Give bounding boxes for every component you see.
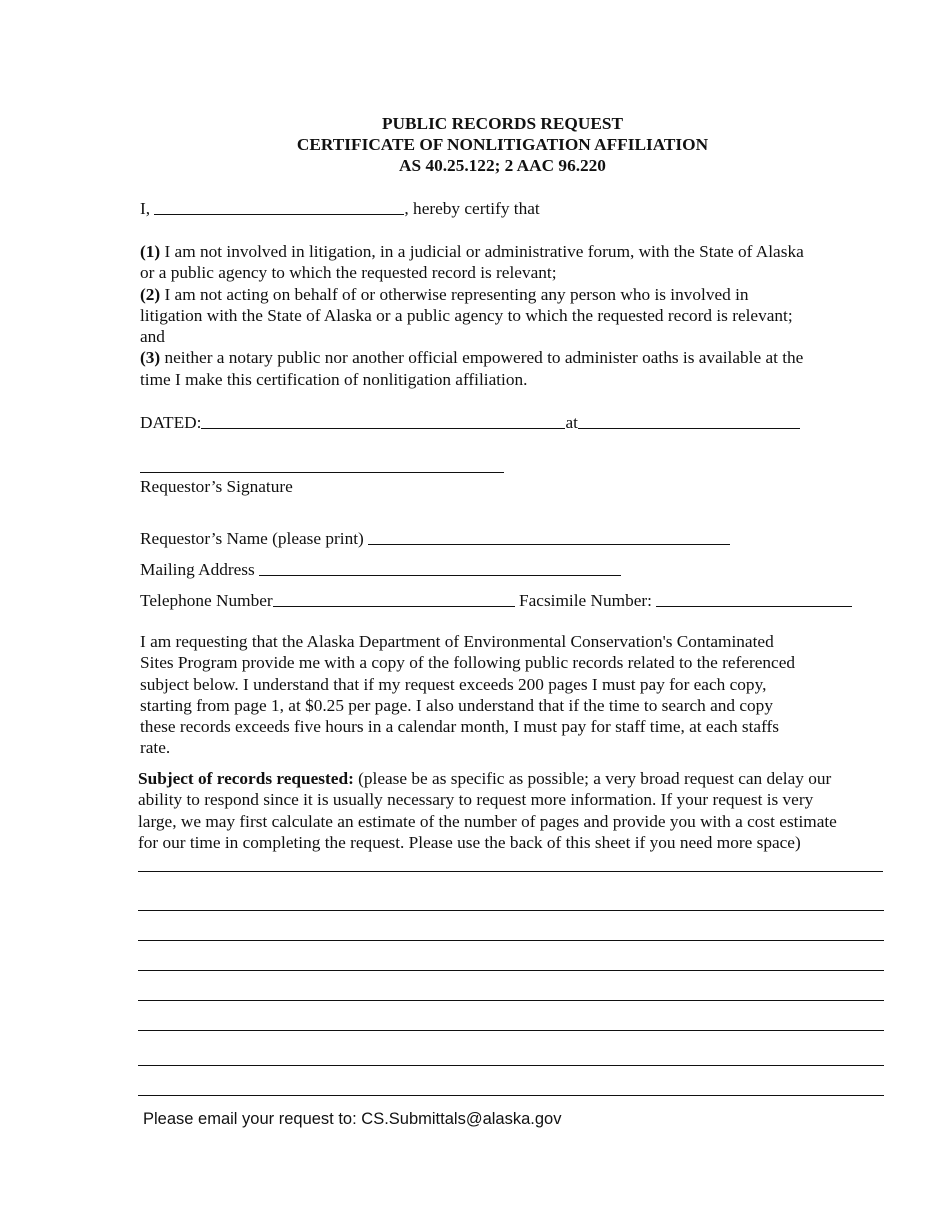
telephone-blank[interactable] bbox=[273, 591, 515, 607]
certify-line bbox=[140, 198, 540, 220]
name-label: Requestor’s Name (please print) bbox=[140, 529, 364, 548]
signature-label: Requestor’s Signature bbox=[140, 477, 293, 496]
subject-answer-line[interactable] bbox=[138, 1000, 884, 1001]
request-paragraph-line: these records exceeds five hours in a calendar month, I must pay for staff time, at each staffs bbox=[140, 717, 780, 736]
dated-at: at bbox=[565, 413, 578, 432]
clause-3-text: neither a notary public nor another official empowered to administer oaths is available at the bbox=[160, 348, 804, 367]
request-paragraph-line: subject below. I understand that if my request exceeds 200 pages I must pay for each copy, bbox=[140, 675, 767, 694]
subject-text: (please be as specific as possible; a very broad request can delay our bbox=[353, 769, 832, 788]
form-title: PUBLIC RECORDS REQUEST bbox=[381, 114, 624, 133]
certify-prefix: I, bbox=[140, 199, 151, 218]
subject-answer-line[interactable] bbox=[138, 1065, 884, 1066]
certify-suffix: , hereby certify that bbox=[404, 199, 540, 218]
request-paragraph-line: rate. bbox=[140, 738, 171, 757]
subject-answer-line[interactable] bbox=[138, 910, 884, 911]
subject-text-line: for our time in completing the request. Please use the back of this sheet if you need more space) bbox=[138, 833, 801, 852]
dated-line bbox=[140, 412, 800, 434]
address-field bbox=[140, 559, 621, 581]
clause-1-cont: or a public agency to which the requested record is relevant; bbox=[140, 263, 557, 282]
clause-2-text: I am not acting on behalf of or otherwise representing any person who is involved in bbox=[160, 285, 749, 304]
subject-label: Subject of records requested: bbox=[138, 769, 354, 788]
subject-answer-line[interactable] bbox=[138, 940, 884, 941]
clause-1-number: (1) bbox=[140, 242, 161, 261]
signature-line[interactable] bbox=[140, 472, 504, 473]
request-paragraph-line: Sites Program provide me with a copy of the following public records related to the referenced bbox=[140, 653, 796, 672]
dated-label: DATED: bbox=[140, 413, 202, 432]
clause-3-number: (3) bbox=[140, 348, 161, 367]
clause-2-cont: litigation with the State of Alaska or a public agency to which the requested record is relevant; bbox=[140, 306, 793, 325]
clause-2 bbox=[140, 284, 749, 306]
subject-heading bbox=[138, 768, 831, 790]
clause-3-cont: time I make this certification of nonlitigation affiliation. bbox=[140, 370, 528, 389]
name-field bbox=[140, 528, 730, 550]
statute-reference: AS 40.25.122; 2 AAC 96.220 bbox=[399, 156, 606, 175]
certifier-name-blank[interactable] bbox=[154, 199, 404, 215]
subject-answer-line[interactable] bbox=[138, 1095, 884, 1096]
clause-1-text: I am not involved in litigation, in a judicial or administrative forum, with the State of Alaska bbox=[160, 242, 804, 261]
name-blank[interactable] bbox=[368, 529, 730, 545]
clause-3 bbox=[140, 347, 803, 369]
telephone-label: Telephone Number bbox=[140, 591, 273, 610]
address-label: Mailing Address bbox=[140, 560, 255, 579]
subject-text-line: ability to respond since it is usually necessary to request more information. If your request is very bbox=[138, 790, 814, 809]
phone-fax-field bbox=[140, 590, 852, 612]
email-instruction: Please email your request to: CS.Submittals@alaska.gov bbox=[143, 1110, 562, 1128]
clause-2-cont2: and bbox=[140, 327, 165, 346]
location-blank[interactable] bbox=[578, 413, 800, 429]
clause-1 bbox=[140, 241, 804, 263]
date-blank[interactable] bbox=[201, 413, 565, 429]
fax-blank[interactable] bbox=[656, 591, 852, 607]
request-paragraph-line: starting from page 1, at $0.25 per page. I also understand that if the time to search and copy bbox=[140, 696, 773, 715]
subject-answer-line[interactable] bbox=[138, 1030, 884, 1031]
subject-answer-line[interactable] bbox=[138, 970, 884, 971]
request-paragraph-line: I am requesting that the Alaska Department of Environmental Conservation's Contaminated bbox=[140, 632, 774, 651]
form-subtitle: CERTIFICATE OF NONLITIGATION AFFILIATION bbox=[296, 135, 709, 154]
clause-2-number: (2) bbox=[140, 285, 161, 304]
fax-label: Facsimile Number: bbox=[519, 591, 652, 610]
address-blank[interactable] bbox=[259, 560, 621, 576]
subject-text-line: large, we may first calculate an estimate of the number of pages and provide you with a cost estimate bbox=[138, 812, 837, 831]
subject-answer-line[interactable] bbox=[138, 871, 883, 872]
